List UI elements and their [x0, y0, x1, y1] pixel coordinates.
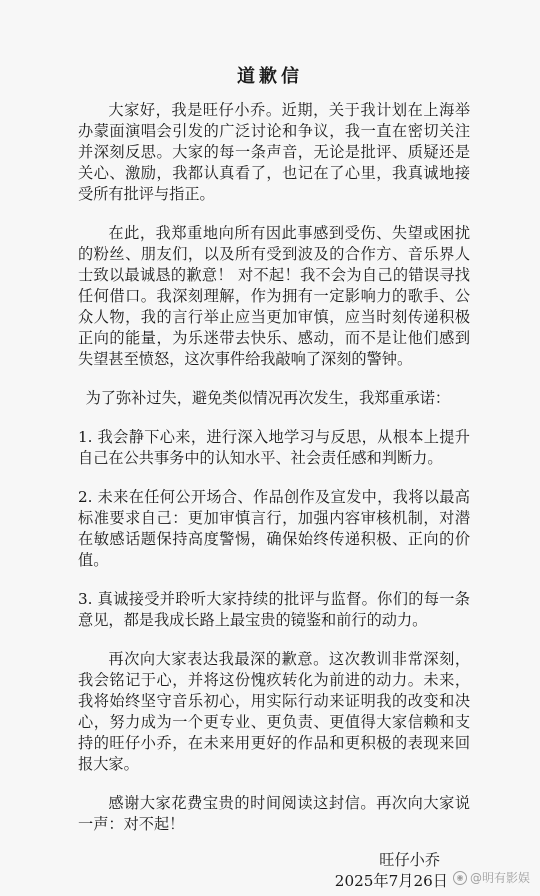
watermark [453, 869, 530, 886]
paragraph-promise-intro: 为了弥补过失，避免类似情况再次发生，我郑重承诺： [85, 389, 451, 407]
weibo-icon: ◉ [453, 871, 467, 885]
letter-body [78, 100, 470, 853]
paragraph-greeting: 大家好，我是旺仔小乔。近期，关于我计划在上海举办蒙面演唱会引发的广泛讨论和争议，我一直在密切关注并深刻反思。大家的每一条声音，无论是批评、质疑还是关心、激励，我都认真看了，也记在了心里，我真诚地接受所有批评与指正。 [78, 101, 470, 203]
watermark-text: @明有影娱 [469, 871, 530, 885]
promise-item-1: 1. 我会静下心来，进行深入地学习与反思，从根本上提升自己在公共事务中的认知水平、社会责任感和判断力。 [78, 428, 470, 467]
paragraph-thanks: 感谢大家花费宝贵的时间阅读这封信。再次向大家说一声：对不起！ [78, 794, 470, 833]
signature-name: 旺仔小乔 [379, 851, 440, 869]
letter-title: 道歉信 [237, 66, 303, 87]
paragraph-apology: 在此，我郑重地向所有因此事感到受伤、失望或困扰的粉丝、朋友们，以及所有受到波及的合作方、音乐界人士致以最诚恳的歉意！ 对不起！我不会为自己的错误寻找任何借口。我深刻理解，作为拥有一定影响力的歌手、公众人物，我的言行举止应当更加审慎，应当时刻传递积极正向的能量，为乐迷带去快乐、感动，而不是让他们感到失望甚至愤怒，这次事件给我敲响了深刻的警钟。 [78, 224, 470, 368]
promise-item-2: 2. 未来在任何公开场合、作品创作及宣发中，我将以最高标准要求自己：更加审慎言行，加强内容审核机制，对潜在敏感话题保持高度警惕，确保始终传递积极、正向的价值。 [78, 488, 470, 569]
promise-item-3: 3. 真诚接受并聆听大家持续的批评与监督。你们的每一条意见，都是我成长路上最宝贵的镜鉴和前行的动力。 [78, 590, 470, 629]
paragraph-closing: 再次向大家表达我最深的歉意。这次教训非常深刻，我会铭记于心，并将这份愧疚转化为前进的动力。未来，我将始终坚守音乐初心，用实际行动来证明我的改变和决心，努力成为一个更专业、更负责、更值得大家信赖和支持的旺仔小乔，在未来用更好的作品和更积极的表现来回报大家。 [78, 650, 470, 773]
signature-date: 2025年7月26日 [334, 872, 448, 890]
signature-block [335, 850, 448, 892]
